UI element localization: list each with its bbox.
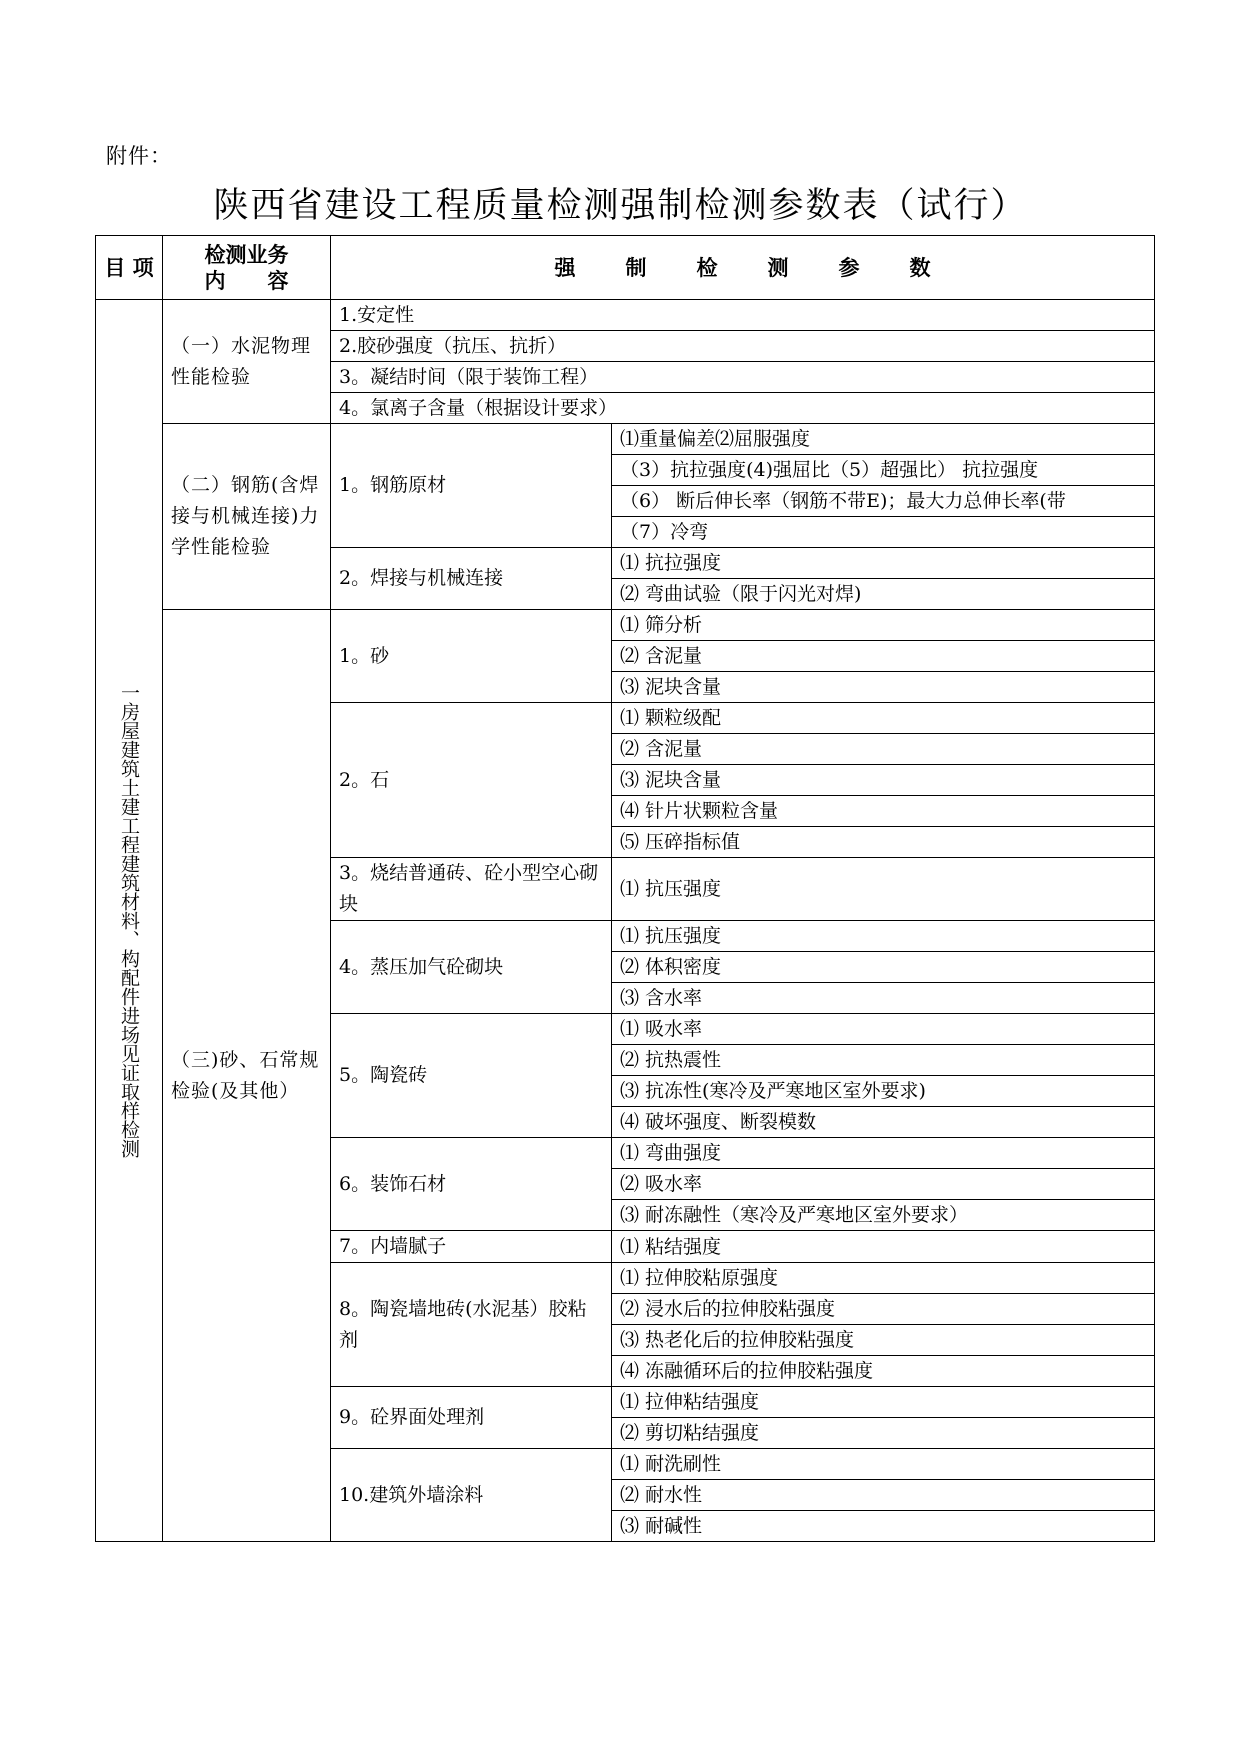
group-name-cell: （二）钢筋(含焊接与机械连接)力学性能检验 bbox=[163, 424, 331, 610]
item-name-cell: 8。陶瓷墙地砖(水泥基）胶粘剂 bbox=[331, 1263, 612, 1387]
param-cell: ⑶ 泥块含量 bbox=[612, 765, 1155, 796]
category-cell bbox=[96, 300, 163, 1542]
item-name-cell: 2。焊接与机械连接 bbox=[331, 548, 612, 610]
param-cell: ⑷ 针片状颗粒含量 bbox=[612, 796, 1155, 827]
param-cell: ⑷ 破坏强度、断裂模数 bbox=[612, 1107, 1155, 1138]
table-row bbox=[96, 610, 1155, 641]
param-cell: （3）抗拉强度(4)强屈比（5）超强比） 抗拉强度 bbox=[612, 455, 1155, 486]
item-name-cell: 1。钢筋原材 bbox=[331, 424, 612, 548]
header-params-label: 强制检测参数 bbox=[554, 255, 981, 280]
param-cell: ⑶ 泥块含量 bbox=[612, 672, 1155, 703]
param-cell: ⑴ 弯曲强度 bbox=[612, 1138, 1155, 1169]
attachment-label: 附件： bbox=[106, 144, 172, 168]
param-cell: ⑴重量偏差⑵屈服强度 bbox=[612, 424, 1155, 455]
param-cell: ⑴ 抗拉强度 bbox=[612, 548, 1155, 579]
item-name-cell: 1。砂 bbox=[331, 610, 612, 703]
header-business-line2: 内 容 bbox=[204, 268, 289, 293]
param-cell: ⑵ 含泥量 bbox=[612, 641, 1155, 672]
param-cell: ⑶ 含水率 bbox=[612, 983, 1155, 1014]
group-name-cell: （三)砂、石常规检验(及其他） bbox=[163, 610, 331, 1542]
param-cell: ⑶ 耐碱性 bbox=[612, 1511, 1155, 1542]
param-cell: ⑴ 耐洗刷性 bbox=[612, 1449, 1155, 1480]
param-cell: ⑶ 抗冻性(寒冷及严寒地区室外要求) bbox=[612, 1076, 1155, 1107]
param-cell: ⑴ 拉伸粘结强度 bbox=[612, 1387, 1155, 1418]
param-cell: ⑷ 冻融循环后的拉伸胶粘强度 bbox=[612, 1356, 1155, 1387]
param-cell: （6） 断后伸长率（钢筋不带E)；最大力总伸长率(带 bbox=[612, 486, 1155, 517]
param-cell: ⑵ 含泥量 bbox=[612, 734, 1155, 765]
param-cell: ⑵ 体积密度 bbox=[612, 952, 1155, 983]
param-cell: ⑵ 耐水性 bbox=[612, 1480, 1155, 1511]
item-name-cell: 4。蒸压加气砼砌块 bbox=[331, 921, 612, 1014]
param-cell: ⑵ 抗热震性 bbox=[612, 1045, 1155, 1076]
param-cell: ⑶ 热老化后的拉伸胶粘强度 bbox=[612, 1325, 1155, 1356]
parameter-table bbox=[95, 235, 1155, 1542]
param-cell: ⑴ 颗粒级配 bbox=[612, 703, 1155, 734]
category-label: 一房屋建筑土建工程建筑材料、构配件进场见证取样检测 bbox=[118, 683, 140, 1158]
table-row bbox=[96, 424, 1155, 455]
param-cell: 3。凝结时间（限于装饰工程） bbox=[331, 362, 1155, 393]
param-cell: ⑸ 压碎指标值 bbox=[612, 827, 1155, 858]
item-name-cell: 2。石 bbox=[331, 703, 612, 858]
param-cell: ⑴ 抗压强度 bbox=[612, 858, 1155, 921]
header-mandatory-params bbox=[331, 236, 1155, 300]
param-cell: ⑶ 耐冻融性（寒冷及严寒地区室外要求） bbox=[612, 1200, 1155, 1231]
param-cell: ⑵ 弯曲试验（限于闪光对焊) bbox=[612, 579, 1155, 610]
item-name-cell: 7。内墙腻子 bbox=[331, 1231, 612, 1263]
param-cell: ⑴ 抗压强度 bbox=[612, 921, 1155, 952]
param-cell: ⑵ 剪切粘结强度 bbox=[612, 1418, 1155, 1449]
param-cell: 4。氯离子含量（根据设计要求） bbox=[331, 393, 1155, 424]
item-name-cell: 9。砼界面处理剂 bbox=[331, 1387, 612, 1449]
param-cell: 2.胶砂强度（抗压、抗折） bbox=[331, 331, 1155, 362]
param-cell: ⑵ 浸水后的拉伸胶粘强度 bbox=[612, 1294, 1155, 1325]
param-cell: ⑴ 筛分析 bbox=[612, 610, 1155, 641]
param-cell: ⑵ 吸水率 bbox=[612, 1169, 1155, 1200]
header-item: 目 项 bbox=[96, 236, 163, 300]
item-name-cell: 10.建筑外墙涂料 bbox=[331, 1449, 612, 1542]
table-row bbox=[96, 300, 1155, 331]
page-title: 陕西省建设工程质量检测强制检测参数表（试行） bbox=[213, 186, 1028, 226]
header-business-line1: 检测业务 bbox=[204, 242, 289, 267]
item-name-cell: 3。烧结普通砖、砼小型空心砌块 bbox=[331, 858, 612, 921]
param-cell: 1.安定性 bbox=[331, 300, 1155, 331]
item-name-cell: 5。陶瓷砖 bbox=[331, 1014, 612, 1138]
header-row bbox=[96, 236, 1155, 300]
group-name-cell: （一）水泥物理性能检验 bbox=[163, 300, 331, 424]
param-cell: （7）冷弯 bbox=[612, 517, 1155, 548]
header-business-content bbox=[163, 236, 331, 300]
param-cell: ⑴ 粘结强度 bbox=[612, 1231, 1155, 1263]
param-cell: ⑴ 拉伸胶粘原强度 bbox=[612, 1263, 1155, 1294]
item-name-cell: 6。装饰石材 bbox=[331, 1138, 612, 1231]
param-cell: ⑴ 吸水率 bbox=[612, 1014, 1155, 1045]
